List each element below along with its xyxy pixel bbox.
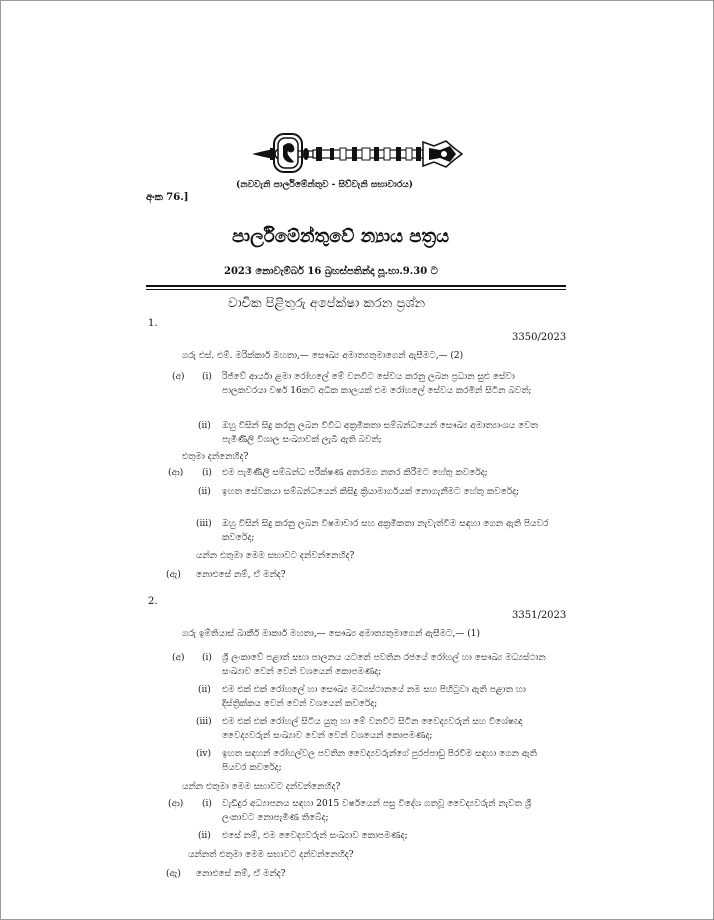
mace-emblem-icon (250, 128, 466, 180)
issue-number: අංක 76.] (146, 192, 189, 203)
item-text: රිජ්වේ ආර්යා ළමා රෝහලේ මේ වනවිට සේවය කරනු ලබන ප්‍රධාන සුළු සේවා පාලකවරයා වර්ෂ 16කට අධික කාලයක් එම රෝහලේ සේවය කරමින් සිටින බවත්; (222, 372, 532, 396)
item-text: ශ්‍රී ලංකාවේ පළාත් සභා පාලනය යටතේ පවතින රජයේ රෝහල් හා සෞඛ්‍ය මධ්‍යස්ථාන සංඛ්‍යාව වෙන් වෙන් වශයෙන් කොපමණද; (222, 653, 546, 677)
item-text: ඉහත සඳහන් රෝහල්වල පවතින වෛද්‍යවරුන්ගේ පුරප්පාඩු පිරවීම සඳහා ගෙන ඇති පියවර කවරේද; (222, 749, 537, 773)
part-label: (ඇ) (166, 570, 181, 580)
item-number: (i) (202, 468, 212, 478)
session-line: (නවවැනි පාර්ලිමේන්තුව - සිව්වැනි සභාවාරය) (236, 180, 413, 190)
item-text: ඔහු විසින් සිදු කරනු ලබන විවිධ අක්‍රමිකතා සම්බන්ධයෙන් සෞඛ්‍ය අමාත්‍යාංශය වෙත පැමිණිලි විශාල සංඛ්‍යාවක් ලැබී ඇති බවත්; (222, 421, 538, 445)
item-number: (i) (202, 653, 212, 663)
item-number: (i) (202, 799, 212, 809)
item-number: (ii) (198, 487, 211, 497)
item-number: (iii) (196, 717, 212, 727)
part-label: (අ) (172, 372, 185, 382)
item-text: එම එක් එක් රෝහල් සිටිය යුතු හා මේ වනවිට සිටින වෛද්‍යවරුන් සහ විශේෂඥ වෛද්‍යවරුන් සංඛ්‍යාව වෙන් වෙන් වශයෙන් කොපමණද; (222, 717, 523, 741)
item-text: ඉහත සේවකයා සම්බන්ධයෙන් කිසිදු ක්‍රියාමාර්ගයක් නොගැනීමට හේතු කවරේද; (222, 487, 520, 497)
item-number: (iii) (196, 519, 212, 529)
part-closing: යන්න එතුමා මෙම සභාවට දන්වන්නෙහිද? (182, 782, 341, 792)
header-rule-thick (146, 285, 566, 287)
part-label: (ආ) (168, 468, 184, 478)
part-label: (ඇ) (166, 869, 181, 879)
page-title: පාර්ලිමේන්තුවේ න්‍යාය පත්‍රය (232, 226, 450, 247)
question-number: 2. (148, 596, 158, 607)
item-text: වැඩිදුර අධ්‍යාපනය සඳහා 2015 වර්ෂයෙන් පසු විදේශ ගතවූ වෛද්‍යවරුන් නැවත ශ්‍රී ලංකාවට නොපැමිණ තිබේද; (222, 799, 532, 823)
part-label: (අ) (172, 653, 185, 663)
part-closing: එතුමා දන්නෙහිද? (182, 452, 249, 462)
item-text: ඔහු විසින් සිදු කරනු ලබන විෂමාචාර සහ අක්‍රමිකතා නැවැත්වීම සඳහා ගෙන ඇති පියවර කවරේද; (222, 519, 549, 543)
item-number: (i) (202, 372, 212, 382)
question-asker: ගරු ඉම්තියාස් බාකීර් මාකාර් මහතා,— සෞඛ්‍ය අමාත්‍යතුමාගෙන් ඇසීමට,— (1) (182, 629, 480, 639)
part-closing: යන්න එතුමා මෙම සභාවට දන්වන්නෙහිද? (196, 551, 355, 561)
sitting-date: 2023 නොවැම්බර් 16 බ්‍රහස්පතින්දා පූ.භා.9.30 ට (224, 266, 438, 277)
item-number: (ii) (198, 421, 211, 431)
question-ref: 3350/2023 (512, 332, 567, 343)
part-label: (ආ) (168, 799, 184, 809)
item-number: (ii) (198, 831, 211, 841)
part-text: නොඑසේ නම්, ඒ මන්ද? (196, 570, 286, 580)
part-closing: යන්නත් එතුමා මෙම සභාවට දන්වන්නෙහිද? (188, 850, 354, 860)
item-text: එම එක් එක් රෝහලේ හා සෞඛ්‍ය මධ්‍යස්ථානයේ නම සහ පිහිටුවා ඇති පළාත හා දිස්ත්‍රික්කය වෙන් වෙන් වශයෙන් කවරේද; (222, 685, 526, 709)
part-text: නොඑසේ නම්, ඒ මන්ද? (196, 869, 286, 879)
item-text: එම පැමිණිලි සම්බන්ධ පරීක්ෂණ අතරමග නතර කිරීමට හේතු කවරේද; (222, 468, 488, 478)
question-number: 1. (148, 318, 158, 329)
item-number: (ii) (198, 685, 211, 695)
section-title: වාචික පිළිතුරු අපේක්ෂා කරන ප්‍රශ්න (228, 296, 426, 311)
item-number: (iv) (196, 749, 211, 759)
question-ref: 3351/2023 (512, 610, 567, 621)
header-rule-thin (146, 289, 566, 290)
item-text: එසේ නම්, එම වෛද්‍යවරුන් සංඛ්‍යාව කොපමණද; (222, 831, 408, 841)
question-asker: ගරු එස්. එම්. මරික්කාර් මහතා,— සෞඛ්‍ය අමාත්‍යතුමාගෙන් ඇසීමට,— (2) (182, 351, 464, 361)
